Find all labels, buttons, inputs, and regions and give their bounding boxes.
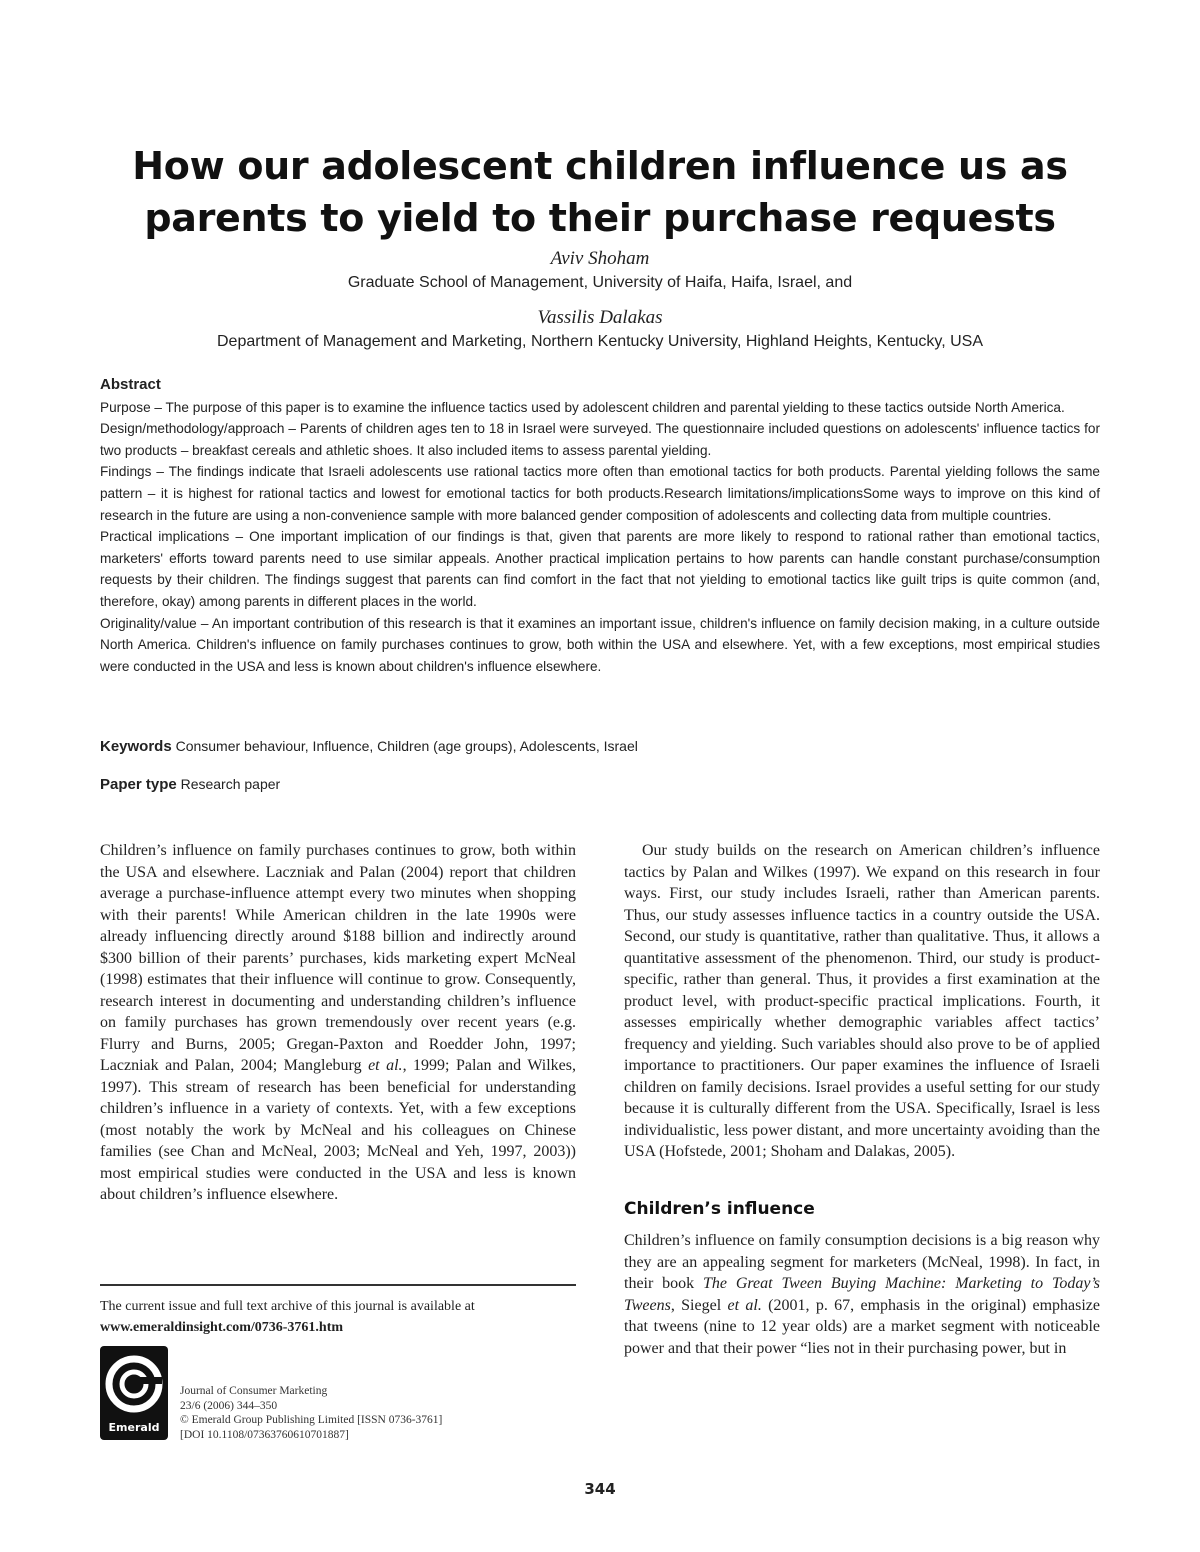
affiliation-2: Department of Management and Marketing, Northern Kentucky University, Highland Heights, Kentucky, USA [217, 333, 983, 350]
archive-text: The current issue and full text archive of this journal is available at [100, 1299, 475, 1314]
practical-text: – One important implication of our findings is that, given that parents are more likely to respond to rational rather than emotional tactics, marketers' efforts toward parents need to use similar appeals. Another practical implication pertains to how parents can handle constant purchase/consumption requests by their children. The findings suggest that parents can find comfort in the fact that not yielding to emotional tactics like guilt trips is quite common (and, therefore, okay) among parents in different places in the world. [100, 529, 1100, 609]
title-line-2: parents to yield to their purchase requests [144, 196, 1056, 240]
left-paragraph-1 [100, 840, 576, 1206]
abstract [100, 374, 1100, 677]
keywords-label: Keywords [100, 738, 172, 755]
originality-label: Originality/value [100, 615, 197, 631]
left-text-b: , 1999; Palan and Wilkes, 1997). This stream of research has been beneficial for understanding children’s influence in a variety of contexts. Yet, with a few exceptions (most notably the work by McNeal and his colleagues on Chinese families (see Chan and McNeal, 2003; McNeal and Yeh, 1997, 2003)) most empirical studies were conducted in the USA and less is known about children’s influence elsewhere. [100, 1057, 576, 1203]
design-text: – Parents of children ages ten to 18 in Israel were surveyed. The questionnaire included questions on adolescents' influence tactics for two products – breakfast cereals and athletic shoes. It also included items to assess parental yielding. [100, 421, 1100, 458]
logo-text: Emerald [108, 1421, 160, 1434]
journal-name: Journal of Consumer Marketing [180, 1385, 328, 1397]
section-heading: Children’s influence [624, 1198, 815, 1219]
archive-url[interactable]: www.emeraldinsight.com/0736-3761.htm [100, 1320, 344, 1335]
abstract-heading: Abstract [100, 376, 161, 393]
emerald-logo-icon [100, 1346, 168, 1440]
left-etal: et al. [368, 1057, 403, 1074]
abstract-design [100, 418, 1100, 461]
findings-label: Findings [100, 464, 152, 480]
right-etal: et al. [727, 1296, 762, 1314]
affiliation-1: Graduate School of Management, University of Haifa, Haifa, Israel, and [347, 274, 853, 291]
journal-copyright: © Emerald Group Publishing Limited [ISSN 0736-3761] [180, 1414, 443, 1426]
keywords [100, 738, 1100, 755]
title-line-1: How our adolescent children influence us as [132, 144, 1068, 188]
purpose-label: Purpose [100, 399, 151, 415]
divider [100, 1284, 576, 1286]
journal-doi: [DOI 10.1108/07363760610701887] [180, 1428, 349, 1441]
left-text-a: Children’s influence on family purchases continues to grow, both within the USA and elsewhere. Laczniak and Palan (2004) report that children average a purchase-influence attempt every two minutes when shopping with their parents! While American children in the late 1990s were already influencing directly around $188 billion and indirectly around $300 billion of their parents’ purchases, kids marketing expert McNeal (1998) estimates that their influence will continue to grow. Consequently, research interest in documenting and understanding children’s influence on family purchases has grown tremendously over recent years (e.g. Flurry and Burns, 2005; Gregan-Paxton and Roedder John, 1997; Laczniak and Palan, 2004; Mangleburg [100, 842, 576, 1074]
right-text-c: (2001, p. 67, emphasis in the original) emphasize that tweens (nine to 12 year olds) are a market segment with noticeable power and that their power “lies not in their purchasing power, but in [624, 1296, 1101, 1357]
originality-text: – An important contribution of this research is that it examines an important issue, children's influence on family decision making, in a culture outside North America. Children's influence on family purchases continues to grow, both within the USA and elsewhere. Yet, with a few exceptions, most empirical studies were conducted in the USA and less is known about children's influence elsewhere. [100, 615, 1100, 674]
paper-title [60, 140, 1140, 244]
abstract-originality [100, 613, 1100, 678]
paper-type [100, 776, 1100, 793]
right-column [624, 840, 1100, 1359]
archive-note [100, 1296, 576, 1338]
left-column [100, 840, 576, 1206]
abstract-findings [100, 461, 1100, 526]
right-paragraph-2 [624, 1230, 1100, 1359]
findings-text: – The findings indicate that Israeli adolescents use rational tactics more often than emotional tactics for both products. Parental yielding follows the same pattern – it is highest for rational tactics and lowest for emotional tactics for both products.Research limitations/implicationsSome ways to improve on this kind of research in the future are using a non-convenience sample with more balanced gender composition of adolescents and collecting data from multiple countries. [100, 464, 1100, 523]
journal-info [180, 1384, 442, 1442]
page-number: 344 [584, 1480, 616, 1498]
book-title: The Great Tween Buying Machine: Marketing to Today’s Tweens [624, 1275, 1100, 1314]
design-label: Design/methodology/approach [100, 421, 285, 437]
keywords-text: Consumer behaviour, Influence, Children (age groups), Adolescents, Israel [171, 738, 638, 754]
abstract-purpose [100, 397, 1100, 419]
right-text-a: Children’s influence on family consumption decisions is a big reason why they are an appealing segment for marketers (McNeal, 1998). In fact, in their book [624, 1232, 1100, 1292]
journal-volume: 23/6 (2006) 344–350 [180, 1399, 278, 1412]
practical-label: Practical implications [100, 529, 230, 545]
paper-type-label: Paper type [100, 776, 177, 793]
purpose-text: – The purpose of this paper is to examine the influence tactics used by adolescent children and parental yielding to these tactics outside North America. [150, 399, 1065, 415]
right-paragraph-1: Our study builds on the research on American children’s influence tactics by Palan and Wilkes (1997). We expand on this research in four ways. First, our study includes Israeli, rather than American parents. Thus, our study assesses influence tactics in a country outside the USA. Second, our study is quantitative, rather than qualitative. Thus, it allows a quantitative assessment of the phenomenon. Third, our study is product-specific, rather than general. Thus, it provides a first examination at the product level, with product-specific practical implications. Fourth, it assesses empirically whether demographic variables affect tactics’ frequency and yielding. Such variables should also prove to be of applied importance to practitioners. Our paper examines the influence of Israeli children on family decisions. Israel provides a useful setting for our study because it is culturally different from the USA. Specifically, Israel is less individualistic, less power distant, and more uncertainty avoiding than the USA (Hofstede, 2001; Shoham and Dalakas, 2005). [624, 842, 1100, 1160]
paper-type-text: Research paper [176, 776, 281, 792]
right-text-b: , Siegel [670, 1296, 728, 1314]
author-2: Vassilis Dalakas [537, 307, 663, 328]
author-1: Aviv Shoham [550, 248, 650, 269]
abstract-practical [100, 526, 1100, 612]
